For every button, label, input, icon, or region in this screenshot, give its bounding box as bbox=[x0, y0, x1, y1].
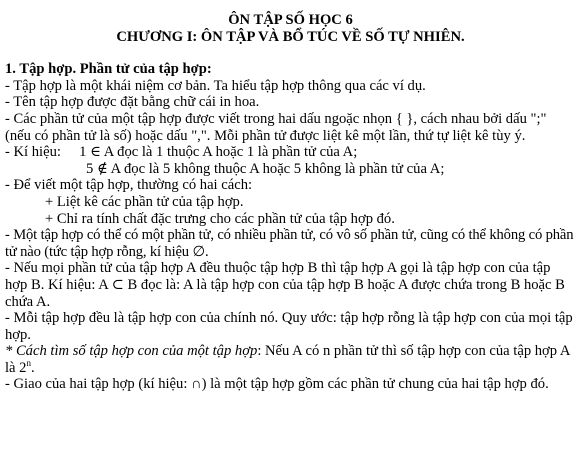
paragraph: - Các phần tử của một tập hợp được viết trong hai dấu ngoặc nhọn { }, cách nhau bởi dấu ";" (nếu có phần tử là số) hoặc dấu ",". Mỗi phần tử được liệt kê một lần, thứ tự liệt kê tùy ý. bbox=[5, 110, 547, 144]
tip-paragraph bbox=[5, 343, 576, 376]
tip-text: : Nếu A có n phần tử thì số tập hợp con của tập hợp A là 2 bbox=[5, 343, 570, 376]
paragraph: - Tên tập hợp được đặt bằng chữ cái in hoa. bbox=[5, 94, 260, 111]
paragraph: - Nếu mọi phần tử của tập hợp A đều thuộc tập hợp B thì tập hợp A gọi là tập hợp con của tập hợp B. Kí hiệu: A ⊂ B đọc là: A là tập hợp con của tập hợp B hoặc A được chứa trong B hoặc B chứa A. bbox=[5, 260, 565, 310]
paragraph: - Để viết một tập hợp, thường có hai cách: bbox=[5, 177, 253, 194]
paragraph: - Giao của hai tập hợp (kí hiệu: ∩) là một tập hợp gồm các phần tử chung của hai tập hợp đó. bbox=[5, 376, 549, 393]
tip-suffix: . bbox=[30, 359, 35, 376]
chapter-title: CHƯƠNG I: ÔN TẬP VÀ BỔ TÚC VỀ SỐ TỰ NHIÊN. bbox=[116, 28, 465, 45]
paragraph: - Kí hiệu: 1 ∈ A đọc là 1 thuộc A hoặc 1 là phần tử của A; bbox=[5, 144, 358, 161]
page-title: ÔN TẬP SỐ HỌC 6 bbox=[228, 12, 353, 28]
paragraph: - Một tập hợp có thể có một phần tử, có nhiều phần tử, có vô số phần tử, cũng có thể không có phần tử nào (tức tập hợp rỗng, kí hiệu ∅. bbox=[5, 227, 574, 260]
paragraph: - Tập hợp là một khái niệm cơ bản. Ta hiểu tập hợp thông qua các ví dụ. bbox=[5, 77, 426, 94]
tip-label: * Cách tìm số tập hợp con của một tập hợp bbox=[5, 343, 258, 360]
paragraph: 5 ∉ A đọc là 5 không thuộc A hoặc 5 không là phần tử của A; bbox=[86, 160, 445, 177]
section-heading: 1. Tập hợp. Phần tử của tập hợp: bbox=[5, 61, 212, 78]
tip-exponent: n bbox=[26, 358, 31, 369]
list-item: + Chỉ ra tính chất đặc trưng cho các phần tử của tập hợp đó. bbox=[45, 210, 395, 227]
paragraph: - Mỗi tập hợp đều là tập hợp con của chính nó. Quy ước: tập hợp rỗng là tập hợp con của mọi tập hợp. bbox=[5, 310, 573, 343]
list-item: + Liệt kê các phần tử của tập hợp. bbox=[45, 193, 244, 210]
